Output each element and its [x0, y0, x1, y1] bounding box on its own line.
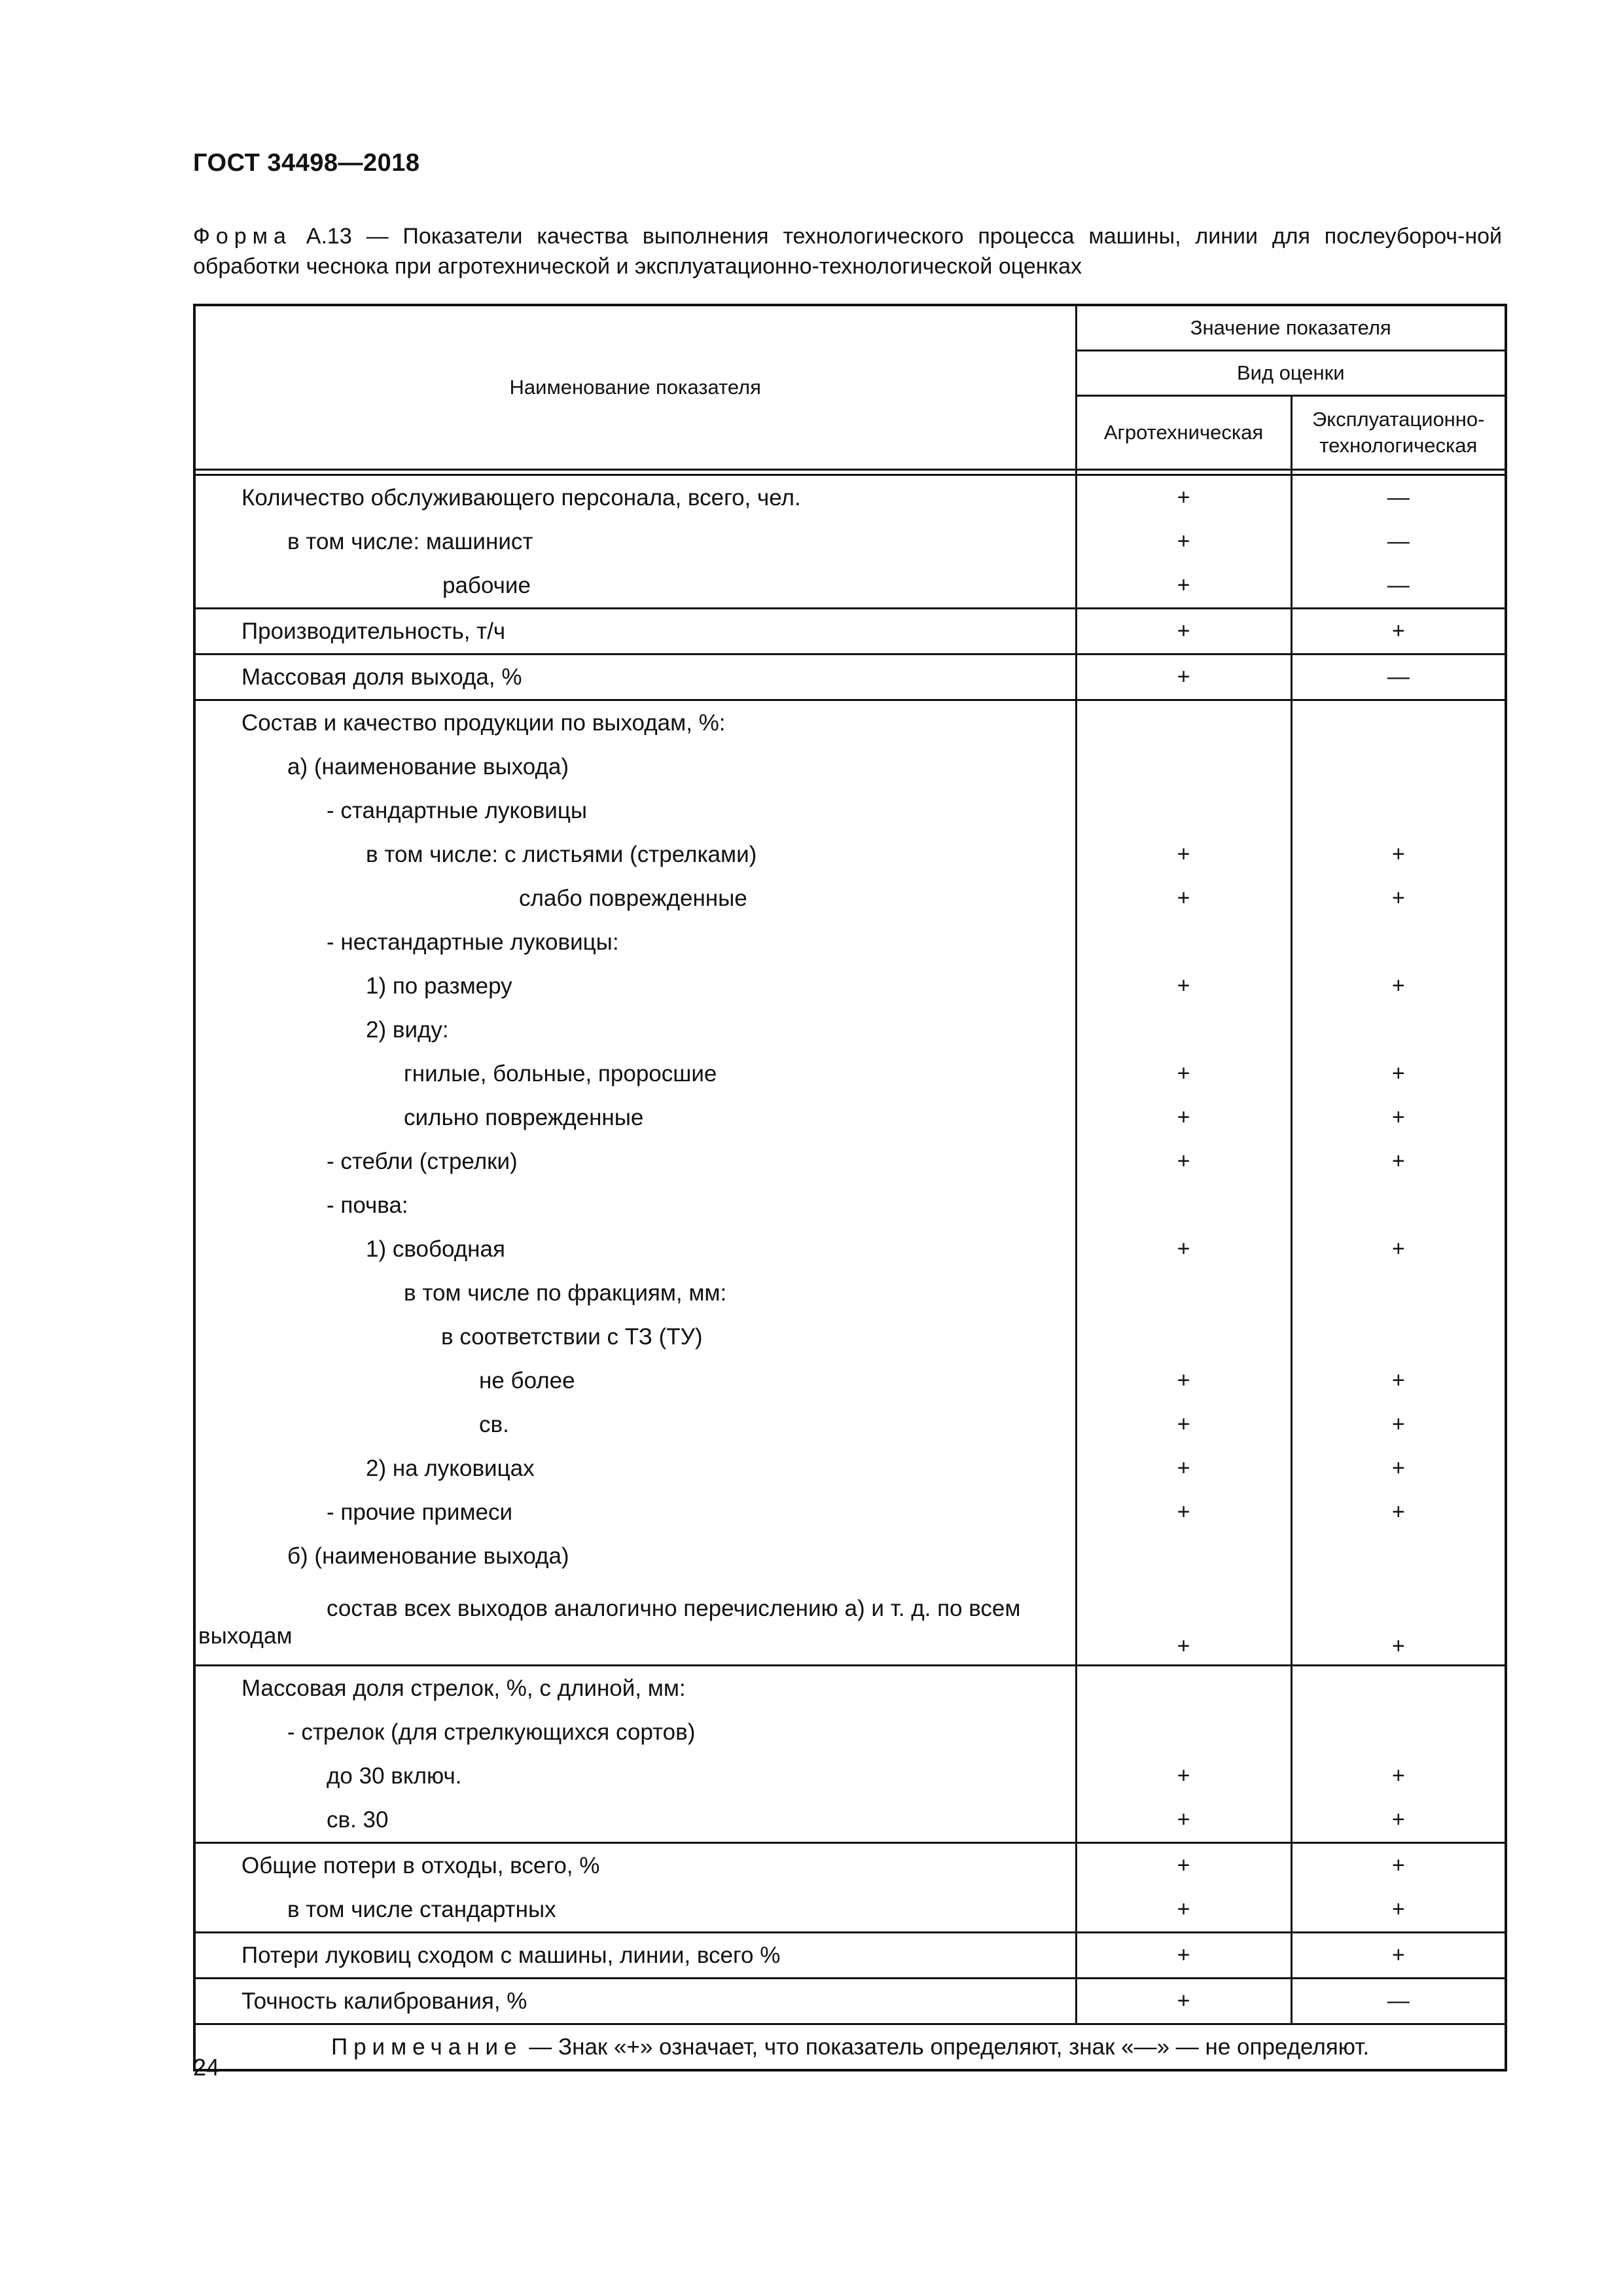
table-row — [194, 1359, 1506, 1403]
table-row — [194, 1096, 1506, 1139]
row-agro-value: + — [1076, 1888, 1291, 1933]
row-name: - стебли (стрелки) — [194, 1139, 1076, 1183]
row-agro-value: + — [1076, 655, 1291, 700]
page-number: 24 — [193, 2054, 220, 2081]
row-agro-value — [1076, 1183, 1291, 1227]
row-expl-value — [1291, 745, 1506, 789]
row-agro-value: + — [1076, 1446, 1291, 1490]
row-expl-value: + — [1291, 833, 1506, 876]
row-agro-value — [1076, 789, 1291, 833]
row-expl-value: + — [1291, 1578, 1506, 1666]
document-header: ГОСТ 34498—2018 — [193, 149, 420, 177]
form-caption-text: А.13 — Показатели качества выполнения технологического процесса машины, линии для послеубороч-ной обработки чеснока при агротехнической и эксплуатационно-технологической оценках — [193, 224, 1502, 279]
row-name: 2) виду: — [194, 1008, 1076, 1052]
row-agro-value — [1076, 1008, 1291, 1052]
table-row — [194, 833, 1506, 876]
row-name: - нестандартные луковицы: — [194, 920, 1076, 964]
table-row — [194, 1710, 1506, 1754]
note-text: — Знак «+» означает, что показатель определяют, знак «—» — не определяют. — [522, 2034, 1370, 2060]
row-expl-value — [1291, 1315, 1506, 1359]
row-expl-value: + — [1291, 1798, 1506, 1843]
row-expl-value — [1291, 1271, 1506, 1315]
table-row — [194, 1888, 1506, 1933]
table-row — [194, 1666, 1506, 1711]
row-expl-value — [1291, 1183, 1506, 1227]
row-agro-value: + — [1076, 1227, 1291, 1271]
table-row — [194, 1578, 1506, 1666]
row-agro-value: + — [1076, 1798, 1291, 1843]
row-name: в том числе стандартных — [194, 1888, 1076, 1933]
table-row — [194, 700, 1506, 745]
row-name: 1) свободная — [194, 1227, 1076, 1271]
row-agro-value: + — [1076, 1139, 1291, 1183]
row-expl-value: + — [1291, 964, 1506, 1008]
table-row — [194, 964, 1506, 1008]
row-agro-value: + — [1076, 1578, 1291, 1666]
row-expl-value: + — [1291, 1227, 1506, 1271]
row-agro-value: + — [1076, 1754, 1291, 1798]
table-note — [194, 2024, 1506, 2071]
row-expl-value: + — [1291, 609, 1506, 655]
row-expl-value: + — [1291, 1843, 1506, 1888]
row-expl-value: — — [1291, 1979, 1506, 2024]
row-agro-value: + — [1076, 1843, 1291, 1888]
row-expl-value — [1291, 1534, 1506, 1578]
table-row — [194, 475, 1506, 520]
table-row — [194, 1798, 1506, 1843]
row-name: до 30 включ. — [194, 1754, 1076, 1798]
row-name: Производительность, т/ч — [194, 609, 1076, 655]
table-row — [194, 1979, 1506, 2024]
row-name: св. — [194, 1403, 1076, 1446]
row-name: - стрелок (для стрелкующихся сортов) — [194, 1710, 1076, 1754]
table-row — [194, 1446, 1506, 1490]
row-name: Потери луковиц сходом с машины, линии, всего % — [194, 1933, 1076, 1979]
row-agro-value: + — [1076, 964, 1291, 1008]
row-agro-value: + — [1076, 520, 1291, 564]
table-row — [194, 655, 1506, 700]
row-name: Состав и качество продукции по выходам, %: — [194, 700, 1076, 745]
row-expl-value: — — [1291, 520, 1506, 564]
table-row — [194, 609, 1506, 655]
row-name: в том числе: машинист — [194, 520, 1076, 564]
row-expl-value — [1291, 1710, 1506, 1754]
row-name: в том числе по фракциям, мм: — [194, 1271, 1076, 1315]
table-row — [194, 1139, 1506, 1183]
row-name: Массовая доля стрелок, %, с длиной, мм: — [194, 1666, 1076, 1711]
row-name: 2) на луковицах — [194, 1446, 1076, 1490]
table-row — [194, 1315, 1506, 1359]
row-agro-value — [1076, 1710, 1291, 1754]
row-agro-value: + — [1076, 475, 1291, 520]
row-expl-value: + — [1291, 1403, 1506, 1446]
table-row — [194, 520, 1506, 564]
table-body — [194, 475, 1506, 2071]
row-name: слабо поврежденные — [194, 876, 1076, 920]
row-expl-value: + — [1291, 1446, 1506, 1490]
header-indicator-value: Значение показателя — [1076, 305, 1506, 351]
header-indicator-name: Наименование показателя — [194, 305, 1076, 470]
row-name: рабочие — [194, 564, 1076, 609]
row-expl-value — [1291, 1666, 1506, 1711]
row-expl-value: + — [1291, 1139, 1506, 1183]
row-agro-value — [1076, 1271, 1291, 1315]
row-expl-value: + — [1291, 1933, 1506, 1979]
row-name: - стандартные луковицы — [194, 789, 1076, 833]
row-name-line-2: выходам — [198, 1623, 293, 1649]
row-agro-value: + — [1076, 1403, 1291, 1446]
table-row — [194, 1183, 1506, 1227]
row-expl-value: + — [1291, 1754, 1506, 1798]
table-row — [194, 1933, 1506, 1979]
row-name: - прочие примеси — [194, 1490, 1076, 1534]
row-expl-value — [1291, 1008, 1506, 1052]
row-agro-value: + — [1076, 564, 1291, 609]
row-expl-value — [1291, 920, 1506, 964]
table-row — [194, 1227, 1506, 1271]
row-agro-value: + — [1076, 1052, 1291, 1096]
row-agro-value — [1076, 745, 1291, 789]
form-caption-label: Форма — [193, 224, 292, 249]
row-name: в том числе: с листьями (стрелками) — [194, 833, 1076, 876]
row-name: б) (наименование выхода) — [194, 1534, 1076, 1578]
row-expl-value — [1291, 789, 1506, 833]
row-expl-value: + — [1291, 1096, 1506, 1139]
table-row — [194, 1490, 1506, 1534]
table-row — [194, 1534, 1506, 1578]
row-expl-value: + — [1291, 1359, 1506, 1403]
row-expl-value — [1291, 700, 1506, 745]
row-agro-value: + — [1076, 609, 1291, 655]
row-name: Общие потери в отходы, всего, % — [194, 1843, 1076, 1888]
row-agro-value: + — [1076, 1490, 1291, 1534]
header-separator — [194, 470, 1506, 475]
row-agro-value: + — [1076, 876, 1291, 920]
table-header — [194, 305, 1506, 475]
row-name: Точность калибрования, % — [194, 1979, 1076, 2024]
row-name: не более — [194, 1359, 1076, 1403]
row-name: в соответствии с ТЗ (ТУ) — [194, 1315, 1076, 1359]
table-row — [194, 1403, 1506, 1446]
row-expl-value: + — [1291, 876, 1506, 920]
header-agrotechnical: Агротехническая — [1076, 396, 1291, 470]
table-row — [194, 1754, 1506, 1798]
row-agro-value: + — [1076, 833, 1291, 876]
table-row — [194, 876, 1506, 920]
row-name: св. 30 — [194, 1798, 1076, 1843]
row-name: Массовая доля выхода, % — [194, 655, 1076, 700]
table-row — [194, 1271, 1506, 1315]
table-row — [194, 1008, 1506, 1052]
header-assessment-type: Вид оценки — [1076, 351, 1506, 396]
row-name — [194, 1578, 1076, 1666]
row-expl-value: + — [1291, 1888, 1506, 1933]
table-row — [194, 745, 1506, 789]
row-agro-value — [1076, 1666, 1291, 1711]
header-operational: Эксплуатационно-технологическая — [1291, 396, 1506, 470]
row-expl-value: — — [1291, 475, 1506, 520]
row-agro-value — [1076, 1534, 1291, 1578]
row-agro-value — [1076, 920, 1291, 964]
indicators-table — [193, 304, 1507, 2072]
row-expl-value: — — [1291, 655, 1506, 700]
row-agro-value — [1076, 700, 1291, 745]
row-name-line-1: состав всех выходов аналогично перечислению а) и т. д. по всем — [327, 1596, 1021, 1621]
table-row — [194, 564, 1506, 609]
table-row — [194, 1843, 1506, 1888]
table-row — [194, 1052, 1506, 1096]
row-name: 1) по размеру — [194, 964, 1076, 1008]
row-expl-value: + — [1291, 1052, 1506, 1096]
row-agro-value: + — [1076, 1359, 1291, 1403]
row-agro-value: + — [1076, 1933, 1291, 1979]
table-row — [194, 789, 1506, 833]
row-name: Количество обслуживающего персонала, всего, чел. — [194, 475, 1076, 520]
row-name: гнилые, больные, проросшие — [194, 1052, 1076, 1096]
row-agro-value: + — [1076, 1979, 1291, 2024]
row-name: - почва: — [194, 1183, 1076, 1227]
note-label: Примечание — [330, 2034, 523, 2060]
table-note-row — [194, 2024, 1506, 2071]
row-expl-value: — — [1291, 564, 1506, 609]
row-agro-value — [1076, 1315, 1291, 1359]
row-name: а) (наименование выхода) — [194, 745, 1076, 789]
row-agro-value: + — [1076, 1096, 1291, 1139]
form-caption — [193, 221, 1502, 281]
table-row — [194, 920, 1506, 964]
row-name: сильно поврежденные — [194, 1096, 1076, 1139]
row-expl-value: + — [1291, 1490, 1506, 1534]
